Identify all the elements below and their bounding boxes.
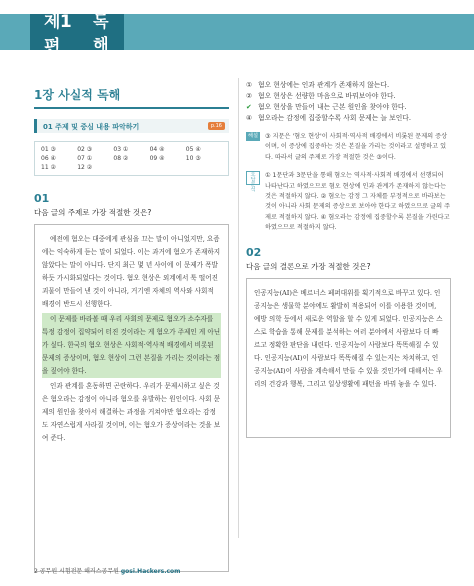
answer-cell: 11 ② (41, 164, 56, 171)
check-icon: ✔ (246, 103, 252, 111)
answer-cell: 12 ② (77, 164, 93, 171)
explanation-tag: 해설 (248, 133, 259, 139)
answer-cell: 06 ④ (41, 155, 56, 162)
option-text: 혐오 현상에는 인과 관계가 존재하지 않는다. (258, 81, 390, 89)
passage-paragraph: 인과 관계를 혼동하면 곤란하다. 우리가 문제시하고 싶은 것은 혐오라는 감정이 아니라 혐오를 유발하는 원인이다. 사회 문제의 원인을 찾아서 해결하는 과정을 거쳐야만 혐오라는 감정도 자연스럽게 사라질 것이며, 이는 혐오가 증상이라는 것을 보여 준다. (42, 382, 221, 442)
passage-paragraph: 예전에 혐오는 대중에게 관심을 끄는 말이 아니었지만, 요즘에는 익숙하게 듣는 말이 되었다. 이는 과거에 혐오가 존재하지 않았다는 말이 아니다. 단지 최근 몇 년 사이에 이 문제가 폭발하듯 가시화되었다는 것이다. 혐오 현상은 외계에서 툭 떨어진 괴물이 만들어 낸 것이 아니라, 거기엔 자체의 역사와 사회적 배경이 반드시 선행한다. (42, 235, 221, 308)
question-text: 다음 글의 주제로 가장 적절한 것은? (34, 208, 152, 217)
answer-key-grid (34, 141, 229, 176)
wrong-analysis-tag: 오답 분석 (246, 171, 260, 185)
footer-text: 공무원 시험전문 해커스공무원 (39, 568, 119, 575)
question-text: 다음 글의 결론으로 가장 적절한 것은? (246, 261, 371, 271)
question-number: 01 (34, 192, 50, 205)
option-text: 혐오 현상은 선량한 마음으로 바꿔보아야 한다. (258, 92, 396, 100)
chapter-number: 제1편 (44, 12, 72, 57)
explanation-block (246, 132, 451, 163)
option-text: 혐오 현상을 만들어 내는 근본 원인을 찾아야 한다. (258, 103, 407, 111)
answer-cell: 03 ① (113, 146, 129, 153)
explanation-text: ③ 지문은 '혐오 현상'이 사회적·역사적 배경에서 비롯된 문제의 증상이며, 이 증상에 집중하는 것은 본질을 가리는 것이라고 설명하고 있다. 따라서 글의 주제로 가장 적절한 것은 ③이다. (265, 133, 448, 161)
footer-site: gosi.Hackers.com (120, 568, 181, 575)
answer-cell: 04 ④ (149, 146, 165, 153)
answer-cell: 09 ④ (149, 155, 165, 162)
option-text: 혐오라는 감정에 집중할수록 사회 문제는 늘 보인다. (258, 114, 412, 122)
answer-option[interactable] (246, 113, 451, 124)
option-number: ② (246, 92, 253, 100)
reading-passage (34, 224, 229, 572)
chapter-title: 독해 (93, 12, 109, 54)
answer-option[interactable] (246, 80, 451, 91)
reading-passage (246, 278, 451, 438)
section-title: 1장 사실적 독해 (34, 86, 229, 109)
topic-bar (34, 119, 229, 133)
answer-cell: 02 ③ (77, 146, 93, 153)
page-footer (34, 566, 180, 575)
answer-cell: 08 ② (113, 155, 129, 162)
passage-paragraph: 이 문제를 바라볼 때 우리 사회의 문제로 혐오가 소수자를 특정 감정이 집약되어 터진 것이라는 게 혐오가 주제인 게 아닌가 싶다. 한국의 혐오 현상은 사회적·역사적 배경에서 비롯된 문제의 증상이며, 혐오 현상이 그런 본질을 가리는 것이라는 점을 짚어야 한다. (42, 313, 221, 378)
page-number: 2 (34, 568, 38, 575)
option-number: ① (246, 81, 253, 89)
topic-page-badge: p.16 (208, 122, 225, 130)
wrong-analysis-text: ① 1문단과 3문단을 통해 혐오는 역사적·사회적 배경에서 선행되어 나타난다고 하였으므로 혐오 현상에 인과 관계가 존재하지 않는다는 것은 적절하지 않다. ② 혐오는 감정 그 자체를 부정적으로 바라보는 것이 아니라 사회 문제의 증상으로 보아야 한다고 하였으므로 글의 주제로 적절하지 않다. ④ 혐오라는 감정에 집중할수록 본질을 가린다고 하였으므로 적절하지 않다. (265, 172, 451, 232)
answer-option-correct[interactable] (246, 102, 451, 113)
answer-cell: 07 ① (77, 155, 93, 162)
left-column (34, 86, 229, 572)
chapter-tab (30, 12, 124, 57)
question-number: 02 (246, 245, 262, 259)
right-column (246, 80, 451, 438)
option-number: ④ (246, 114, 253, 122)
topic-label: 01 주제 및 중심 내용 파악하기 (43, 123, 140, 131)
answer-option[interactable] (246, 91, 451, 102)
answer-cell: 05 ④ (185, 146, 201, 153)
answer-cell: 01 ③ (41, 146, 56, 153)
answer-cell: 10 ③ (185, 155, 201, 162)
passage-paragraph: 인공지능(AI)은 베르너스 페퍼대위를 획기적으로 바꾸고 있다. 인공지능은 생물학 분야에도 활발히 적용되어 이를 이용한 것이며, 예방 의학 등에서 새로운 역할을 할 수 있게 되었다. 인공지능은 스스로 학습을 통해 문제를 분석하는 여러 분야에서 사람보다 더 빠르고 정확한 판단을 내린다. 인공지능이 사람보다 똑똑해질 수 있다. 인공지능(AI)이 사람보다 똑똑해질 수 있는지는 차치하고, 인공지능(AI)이 사람을 계속해서 만들 수 있을 것인가에 대해서는 우리의 건강과 행복, 그리고 일상생활에 패턴을 바꿔 놓을 수 있다. (254, 288, 443, 388)
wrong-analysis-block (246, 171, 451, 233)
column-divider (238, 78, 239, 538)
